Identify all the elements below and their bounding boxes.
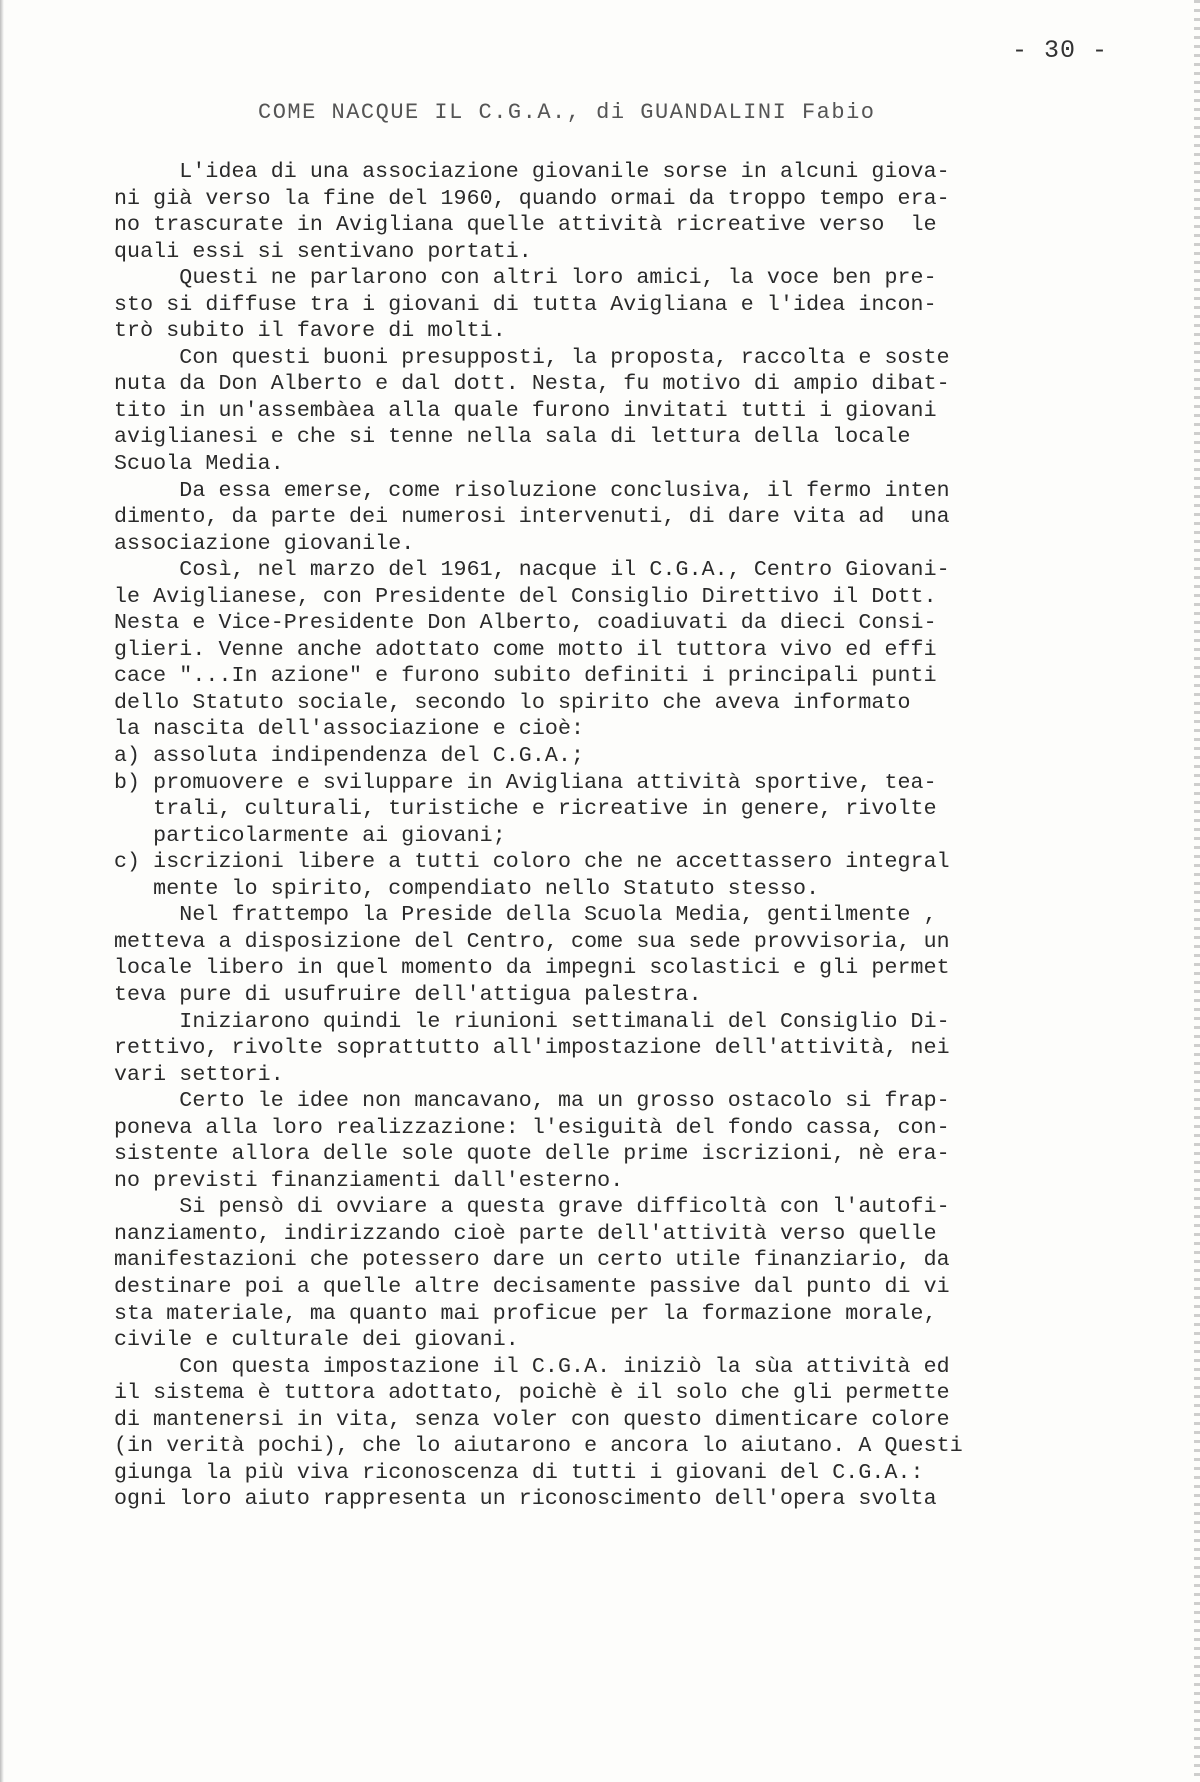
text-line: Con questa impostazione il C.G.A. iniziò la sùa attività ed xyxy=(114,1354,950,1379)
text-line: il sistema è tuttora adottato, poichè è il solo che gli permette xyxy=(114,1381,950,1406)
text-line: di mantenersi in vita, senza voler con questo dimenticare colore xyxy=(114,1407,950,1432)
text-line: rettivo, rivolte soprattutto all'impostazione dell'attività, nei xyxy=(114,1036,950,1061)
text-line: associazione giovanile. xyxy=(114,531,415,556)
text-line: poneva alla loro realizzazione: l'esiguità del fondo cassa, con- xyxy=(114,1115,950,1140)
text-line: Con questi buoni presupposti, la proposta, raccolta e soste xyxy=(114,345,950,370)
text-line: no trascurate in Avigliana quelle attività ricreative verso le xyxy=(114,213,937,238)
text-line: sto si diffuse tra i giovani di tutta Avigliana e l'idea incon- xyxy=(114,292,937,317)
text-line: mente lo spirito, compendiato nello Statuto stesso. xyxy=(114,876,820,901)
text-line: ogni loro aiuto rappresenta un riconoscimento dell'opera svolta xyxy=(114,1487,937,1512)
text-line: ni già verso la fine del 1960, quando ormai da troppo tempo era- xyxy=(114,186,950,211)
text-line: trò subito il favore di molti. xyxy=(114,319,506,344)
text-line: dello Statuto sociale, secondo lo spirito che aveva informato xyxy=(114,690,911,715)
text-line: L'idea di una associazione giovanile sorse in alcuni giova- xyxy=(114,160,950,184)
text-line: glieri. Venne anche adottato come motto il tuttora vivo ed effi xyxy=(114,637,937,662)
text-line: Scuola Media. xyxy=(114,452,284,477)
text-line: dimento, da parte dei numerosi intervenuti, di dare vita ad una xyxy=(114,505,950,530)
text-line: sistente allora delle sole quote delle prime iscrizioni, nè era- xyxy=(114,1142,950,1167)
text-line: b) promuovere e sviluppare in Avigliana attività sportive, tea- xyxy=(114,770,937,795)
text-line: nuta da Don Alberto e dal dott. Nesta, fu motivo di ampio dibat- xyxy=(114,372,950,397)
text-line: (in verità pochi), che lo aiutarono e ancora lo aiutano. A Questi xyxy=(114,1434,963,1459)
text-line: tito in un'assembàea alla quale furono invitati tutti i giovani xyxy=(114,398,937,423)
text-line: aviglianesi e che si tenne nella sala di lettura della locale xyxy=(114,425,911,450)
text-line: c) iscrizioni libere a tutti coloro che ne accettassero integral xyxy=(114,850,950,875)
text-line: sta materiale, ma quanto mai proficue per la formazione morale, xyxy=(114,1301,937,1326)
text-line: Certo le idee non mancavano, ma un grosso ostacolo si frap- xyxy=(114,1089,950,1114)
text-line: nanziamento, indirizzando cioè parte dell'attività verso quelle xyxy=(114,1221,937,1246)
text-line: manifestazioni che potessero dare un certo utile finanziario, da xyxy=(114,1248,950,1273)
article-heading: COME NACQUE IL C.G.A., di GUANDALINI Fabio xyxy=(258,100,876,125)
text-line: teva pure di usufruire dell'attigua palestra. xyxy=(114,982,702,1007)
text-line: cace "...In azione" e furono subito definiti i principali punti xyxy=(114,664,937,689)
text-line: civile e culturale dei giovani. xyxy=(114,1328,519,1353)
scan-edge-right xyxy=(1194,0,1200,1782)
text-line: quali essi si sentivano portati. xyxy=(114,239,532,264)
text-line: particolarmente ai giovani; xyxy=(114,823,506,848)
text-line: a) assoluta indipendenza del C.G.A.; xyxy=(114,744,585,769)
article-body xyxy=(114,159,1154,1513)
text-line: giunga la più viva riconoscenza di tutti i giovani del C.G.A.: xyxy=(114,1460,924,1485)
text-line: trali, culturali, turistiche e ricreative in genere, rivolte xyxy=(114,797,937,822)
text-line: Si pensò di ovviare a questa grave difficoltà con l'autofi- xyxy=(114,1195,950,1220)
text-line: le Aviglianese, con Presidente del Consiglio Direttivo il Dott. xyxy=(114,584,937,609)
text-line: la nascita dell'associazione e cioè: xyxy=(114,717,585,742)
text-line: Da essa emerse, come risoluzione conclusiva, il fermo inten xyxy=(114,478,950,503)
text-line: Iniziarono quindi le riunioni settimanali del Consiglio Di- xyxy=(114,1009,950,1034)
text-line: Così, nel marzo del 1961, nacque il C.G.A., Centro Giovani- xyxy=(114,558,950,583)
text-line: vari settori. xyxy=(114,1062,284,1087)
page-number: - 30 - xyxy=(1012,36,1109,65)
text-line: destinare poi a quelle altre decisamente passive dal punto di vi xyxy=(114,1274,950,1299)
text-line: metteva a disposizione del Centro, come sua sede provvisoria, un xyxy=(114,929,950,954)
text-line: locale libero in quel momento da impegni scolastici e gli permet xyxy=(114,956,950,981)
text-line: Nel frattempo la Preside della Scuola Media, gentilmente , xyxy=(114,903,937,928)
text-line: no previsti finanziamenti dall'esterno. xyxy=(114,1168,624,1193)
text-line: Questi ne parlarono con altri loro amici, la voce ben pre- xyxy=(114,266,937,291)
scan-edge-left xyxy=(0,0,4,1782)
text-line: Nesta e Vice-Presidente Don Alberto, coadiuvati da dieci Consi- xyxy=(114,611,937,636)
